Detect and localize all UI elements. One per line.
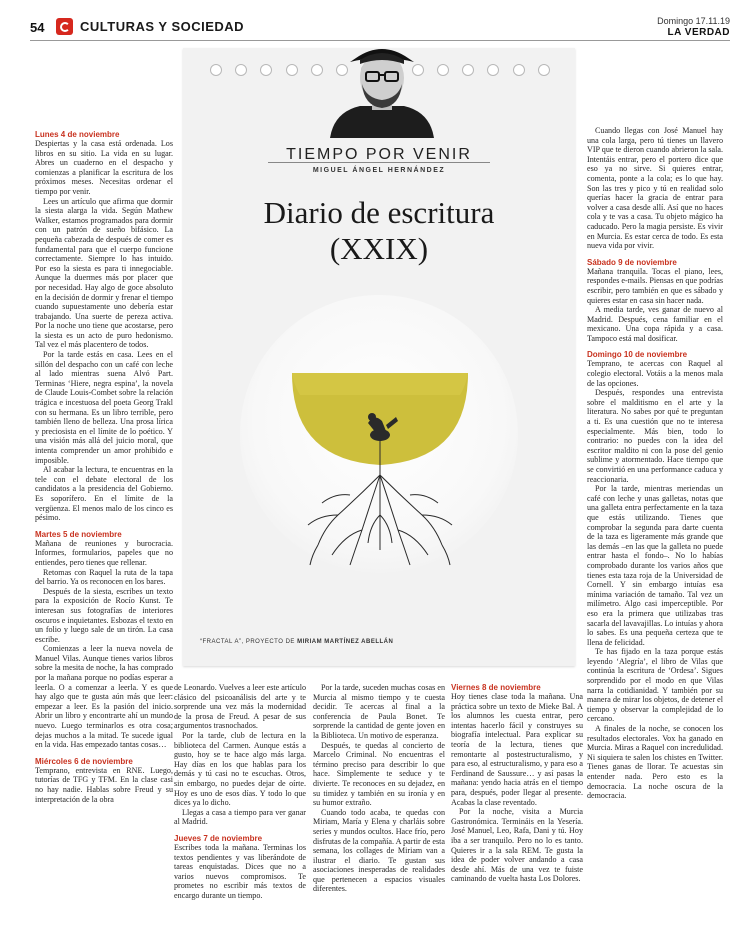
paragraph: Comienzas a leer la nueva novela de Manuel Vilas. Aunque tienes varios libros sobre la mesita de noche, la has comprado por la mañana porque no podías esperar a leerla. O a comenzar a leerla. Y es que hay algo que te gusta aún más que leer: empezar a leer. Es la pasión del inicio. Abrir un libro y encontrarte ahí un mundo nuevo. Luego terminarlos es otra cosa; dejas muchos a la mitad. Te sucede igual en la vida. Has empezado tantas cosas… — [35, 644, 173, 750]
text-column-left — [35, 130, 173, 910]
column-kicker: TIEMPO POR VENIR — [286, 146, 472, 163]
notebook-hole-icon — [260, 64, 272, 76]
text-column-right — [587, 126, 723, 906]
page-number: 54 — [30, 20, 45, 35]
diary-date: Jueves 7 de noviembre — [174, 833, 263, 843]
paragraph: A finales de la noche, se conocen los resultados electorales. Vox ha ganado en Murcia. Miras a Raquel con incredulidad. Ni siquiera te salen los chistes en Twitter. Tienes ganas de llorar. Te acuestas sin entender nada. Pero esto es la democracia. La noche oscura de la democracia. — [587, 724, 723, 801]
author-name: MIGUEL ÁNGEL HERNÁNDEZ — [312, 167, 446, 174]
fractal-collage-illustration — [290, 365, 470, 575]
paragraph: Por la tarde, club de lectura en la biblioteca del Carmen. Aunque estás a gusto, hoy se te hace algo más larga. Hay días en los que hablas para los demás y tú casi no te escuchas. Otros, sin embargo, no puedes dejar de oírte. Hoy es uno de esos días. Y todo lo que dices ya lo dicho. — [174, 730, 306, 808]
image-credit-prefix: “FRACTAL A”, PROYECTO DE — [200, 639, 298, 645]
paragraph: Lees un artículo que afirma que dormir la siesta alarga la vida. Según Mathew Walker, estamos programados para dormir con un patrón de sueño bifásico. La pequeña cabezada de después de comer es fundamental para que el cuerpo funcione correctamente. Siempre lo has intuido. Por eso la siesta es para ti innegociable. Aunque la duermes más por placer que por necesidad. Hay algo de goce absoluto en la decisión de dormir y frenar el tiempo cuando supuestamente uno debería estar trabajando. Una suerte de pereza activa. Por la noche uno tiene que acostarse, pero la siesta es un acto de puro hedonismo. Tal vez el más placentero de todos. — [35, 196, 173, 350]
paragraph: Temprano, te acercas con Raquel al colegio electoral. Votáis a la menos mala de las opciones. — [587, 359, 723, 388]
paragraph: Por la tarde, mientras meriendas un café con leche y unas galletas, notas que una galleta entra perfectamente en la taza que estás utilizando. Tienes que comprobar la segunda para darte cuenta de la taza es ligeramente más grande que las demás –en las que la galleta no puede entrar hasta el fondo–. No lo habías comprobado durante los varios años que tienes esta taza roja de la Universidad de Cornell. Y sin embargo intuías esa mínima variación de tamaño. Tal vez un milímetro. Algo casi imperceptible. Por eso era la primera que utilizabas tras sacarla del lavavajillas. Lo intuías y ahora lo sabes. Es una pequeña certeza que te llena de felicidad. — [587, 484, 723, 647]
paragraph: de Leonardo. Vuelves a leer este artículo clásico del psicoanálisis del arte y te sorprende una vez más la modernidad de la prosa de Freud. A pesar de sus argumentos trasnochados. — [174, 683, 306, 731]
paragraph: Después, te quedas al concierto de Marcelo Criminal. No encuentras el término preciso para describir lo que hace. Simplemente te seduce y te divierte. Te reconoces en su dejadez, en su timidez y también en su ironía y en su humor extraño. — [313, 740, 445, 808]
paragraph: Después de la siesta, escribes un texto para la exposición de Rocío Kunst. Te interesan sus fotografías de interiores oscuros e inquietantes. Esbozas el texto en un folio y luego sale de un tirón. La casa escribe. — [35, 586, 173, 644]
notebook-hole-icon — [210, 64, 222, 76]
paragraph: Hoy tienes clase toda la mañana. Una práctica sobre un texto de Mieke Bal. A los alumnos les cuesta entrar, pero intentas hacerlo fácil y construyes su biografía intelectual. Para explicar su teoría de la lectura, tienes que remontarte al postestructuralismo, y para eso, al estructuralismo, y para eso a Ferdinand de Saussure… y así pasas la mañana: yendo hacia atrás en el tiempo para, después, poder llegar al presente. Acabas la clase reventado. — [451, 692, 583, 807]
author-photo — [322, 42, 442, 138]
notebook-hole-icon — [462, 64, 474, 76]
page-header — [30, 16, 730, 42]
image-credit-name: MIRIAM MARTÍNEZ ABELLÁN — [297, 639, 394, 645]
paragraph: Por la tarde estás en casa. Lees en el sillón del despacho con un café con leche al lado mientras suena Alvó Part. Terminas ‘Hiere, negra espina’, la novela de Claude Louis-Combet sobre la relación trágica e incestuosa del poeta Georg Trakl con su hermana. Es un libro terrible, pero también lleno de belleza. Una prosa lírica y preciosista en el límite de lo poético. Y una visión más allá del juicio moral, que intenta comprender un amor prohibido e imposible. — [35, 350, 173, 465]
diary-date: Domingo 10 de noviembre — [587, 350, 688, 360]
paragraph: Cuando todo acaba, te quedas con Miriam, María y Elena y charláis sobre series y mundos ocultos. Hace frío, pero disfrutas de la compañía. A partir de esta semana, los collages de Miriam van a ilustrar el diario. Te gustan sus asociaciones inesperadas de realidades que pertenecen a espacios visuales diferentes. — [313, 807, 445, 894]
image-credit — [200, 639, 393, 645]
paragraph: Te has fijado en la taza porque estás leyendo ‘Alegría’, el libro de Vilas que continúa la escritura de ‘Ordesa’. Sigues sorprendido por el modo en que Vilas narra la cotidianidad. Y también por su manera de mirar los objetos, de detener el tiempo y observar la complejidad de lo cercano. — [587, 647, 723, 724]
notebook-hole-icon — [286, 64, 298, 76]
paragraph: Mañana tranquila. Tocas el piano, lees, respondes e-mails. Piensas en que podrías escribir, pero también en que es sábado y quieres estar en casa sin hacer nada. — [587, 266, 723, 305]
paragraph: Cuando llegas con José Manuel hay una cola larga, pero tú tienes un llavero VIP que te dieron cuando abrieron la sala. Intentáis entrar, pero el portero dice que eso ya no sirve. Si quieres entrar, comenta, ponte a la cola; es lo que hay. Son las tres y pico y tú en realidad solo querías hacer la gracia de entrar para volver a casa desde allí. Así que no haces cola y te vas a casa. Tu objeto mágico ha caducado. Pero la magia persiste. Es vivir en Murcia. Es estar cerca de todo. Es esta nueva vida por vivir. — [587, 126, 723, 251]
paragraph: Llegas a casa a tiempo para ver ganar al Madrid. — [174, 807, 306, 827]
newspaper-logo-icon — [56, 18, 73, 35]
section-title: CULTURAS Y SOCIEDAD — [80, 19, 245, 34]
notebook-hole-icon — [538, 64, 550, 76]
text-column-bottom-1 — [174, 683, 306, 918]
newspaper-name: LA VERDAD — [667, 27, 730, 38]
article-title-line2: (XXIX) — [329, 231, 429, 266]
text-column-bottom-2 — [313, 683, 445, 918]
notebook-hole-icon — [513, 64, 525, 76]
diary-date: Viernes 8 de noviembre — [451, 683, 541, 692]
paragraph: A media tarde, ves ganar de nuevo al Madrid. Después, cena familiar en el mexicano. Una copa rápida y a casa. Tampoco está mal dosificar. — [587, 305, 723, 343]
paragraph: Retomas con Raquel la ruta de la tapa del barrio. Ya os reconocen en los bares. — [35, 567, 173, 587]
notebook-hole-icon — [235, 64, 247, 76]
paragraph: Escribes toda la mañana. Terminas los textos pendientes y vas liberándote de tareas enquistadas. Dices que no a varios nuevos compromisos. Te prometes no escribir más textos de encargo durante un tiempo. — [174, 842, 306, 900]
paragraph: Por la tarde, suceden muchas cosas en Murcia al mismo tiempo y te cuesta decidir. Te acercas al final a la conferencia de Paula Bonet. Te sorprende la cantidad de gente joven en la Biblioteca. Un motivo de esperanza. — [313, 683, 445, 740]
paragraph: Despiertas y la casa está ordenada. Los libros en su sitio. La vida en su lugar. Abres un cuaderno en el despacho y comienzas a planificar la escritura de los próximos meses. Necesitas ordenar el tiempo por venir. — [35, 139, 173, 196]
notebook-hole-icon — [487, 64, 499, 76]
article-title — [183, 195, 575, 267]
diary-date: Martes 5 de noviembre — [35, 529, 122, 539]
diary-date: Lunes 4 de noviembre — [35, 130, 120, 139]
paragraph: Después, respondes una entrevista sobre el malditismo en el arte y la literatura. No sabes por qué te preguntan a ti. Es una cuestión que no te interesa especialmente. Más bien, todo lo contrario: no puedes con la idea del escritor maldito ni con la pose del genio sublime y atormentado. Hace tiempo que se convirtió en una performance caduca y reaccionaria. — [587, 388, 723, 484]
header-date: Domingo 17.11.19 — [657, 16, 730, 26]
diary-date: Sábado 9 de noviembre — [587, 257, 677, 267]
paragraph: Al acabar la lectura, te encuentras en la tele con el debate electoral de los candidatos a la presidencia del Gobierno. Es soporífero. En el límite de la vergüenza. El menos malo de los cinco es pésimo. — [35, 465, 173, 523]
article-title-line1: Diario de escritura — [263, 195, 495, 230]
paragraph: Temprano, entrevista en RNE. Luego, tutorías de TFG y TFM. En la clase casi no hay nadie. Hablas sobre Freud y su interpretación de la obra — [35, 765, 173, 804]
header-date-block — [657, 16, 730, 38]
paragraph: Por la noche, visita a Murcia Gastronómica. Termináis en la Yesería. José Manuel, Leo, Rafa, Dani y tú. Hoy iba a ser tranquilo. Pero no lo es tanto. Quieres ir a la sala REM. Te gusta la idea de poder volver andando a casa desde ahí. Más de una vez te fuiste caminando de vuelta hasta Los Dolores. — [451, 807, 583, 884]
header-divider — [30, 40, 730, 41]
text-column-bottom-3 — [451, 683, 583, 918]
paragraph: Mañana de reuniones y burocracia. Informes, formularios, papeles que no entiendes, pero tienes que rellenar. — [35, 538, 173, 567]
diary-date: Miércoles 6 de noviembre — [35, 756, 133, 766]
